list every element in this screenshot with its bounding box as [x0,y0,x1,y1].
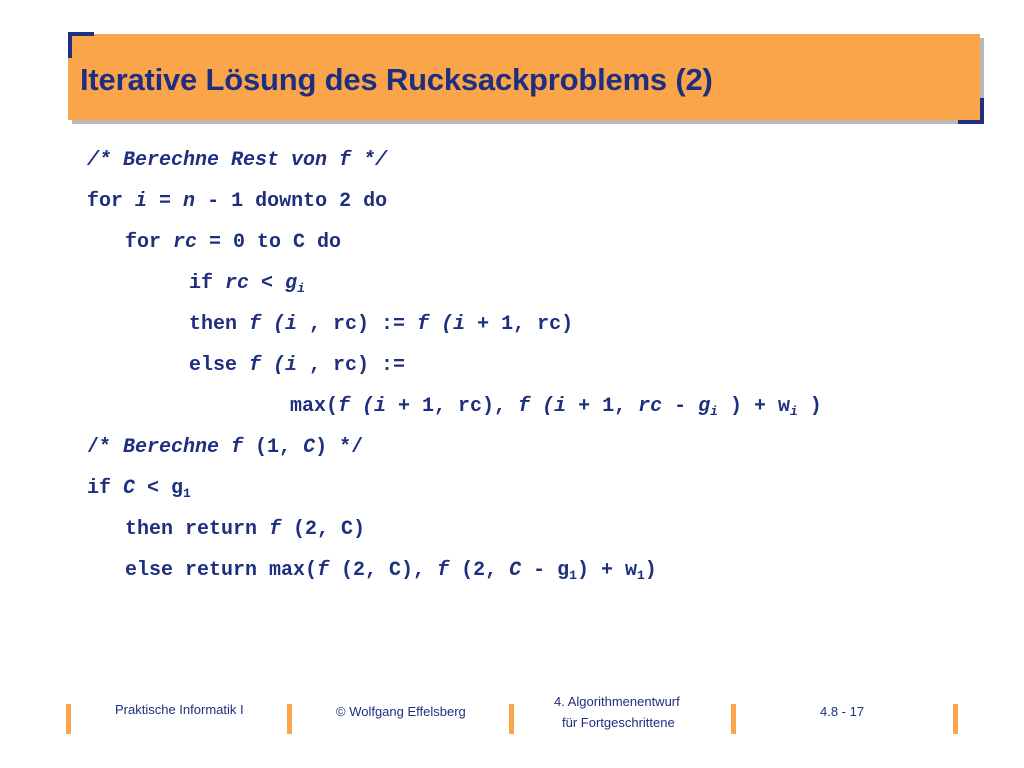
footer-divider [953,704,958,734]
code-line-4: if rc < $g_i$ [189,272,305,296]
footer-divider [66,704,71,734]
footer-divider [287,704,292,734]
footer-chapter-line1: 4. Algorithmenentwurf [554,694,680,709]
footer-author: © Wolfgang Effelsberg [336,704,466,719]
code-line-1: /* Berechne Rest von f */ [87,149,388,172]
footer-page-number: 4.8 - 17 [820,704,865,719]
footer-chapter-line2: für Fortgeschrittene [562,715,675,730]
page-title: Iterative Lösung des Rucksackproblems (2) [80,62,713,97]
footer-divider [731,704,736,734]
code-line-8: /* Berechne f (1, C) */ [87,436,364,459]
code-line-10: then return f (2, C) [125,518,366,541]
code-line-2: for i = n - 1 downto 2 do [87,190,388,213]
footer-divider [509,704,514,734]
footer-course: Praktische Informatik I [115,702,244,717]
code-line-11: else return max(f (2, C), f (2, $C - g_1) + w_1$) [125,559,657,583]
code-line-9: if $C < g_1$ [87,477,191,501]
code-line-6: else f (i , rc) := [189,354,406,377]
code-line-5: then f (i , rc) := f (i + 1, rc) [189,313,574,336]
code-line-7: max(f (i + 1, rc), f (i + 1, rc - $g_i$ ) + $w_i$ ) [290,395,822,419]
code-line-3: for rc = 0 to C do [125,231,342,254]
